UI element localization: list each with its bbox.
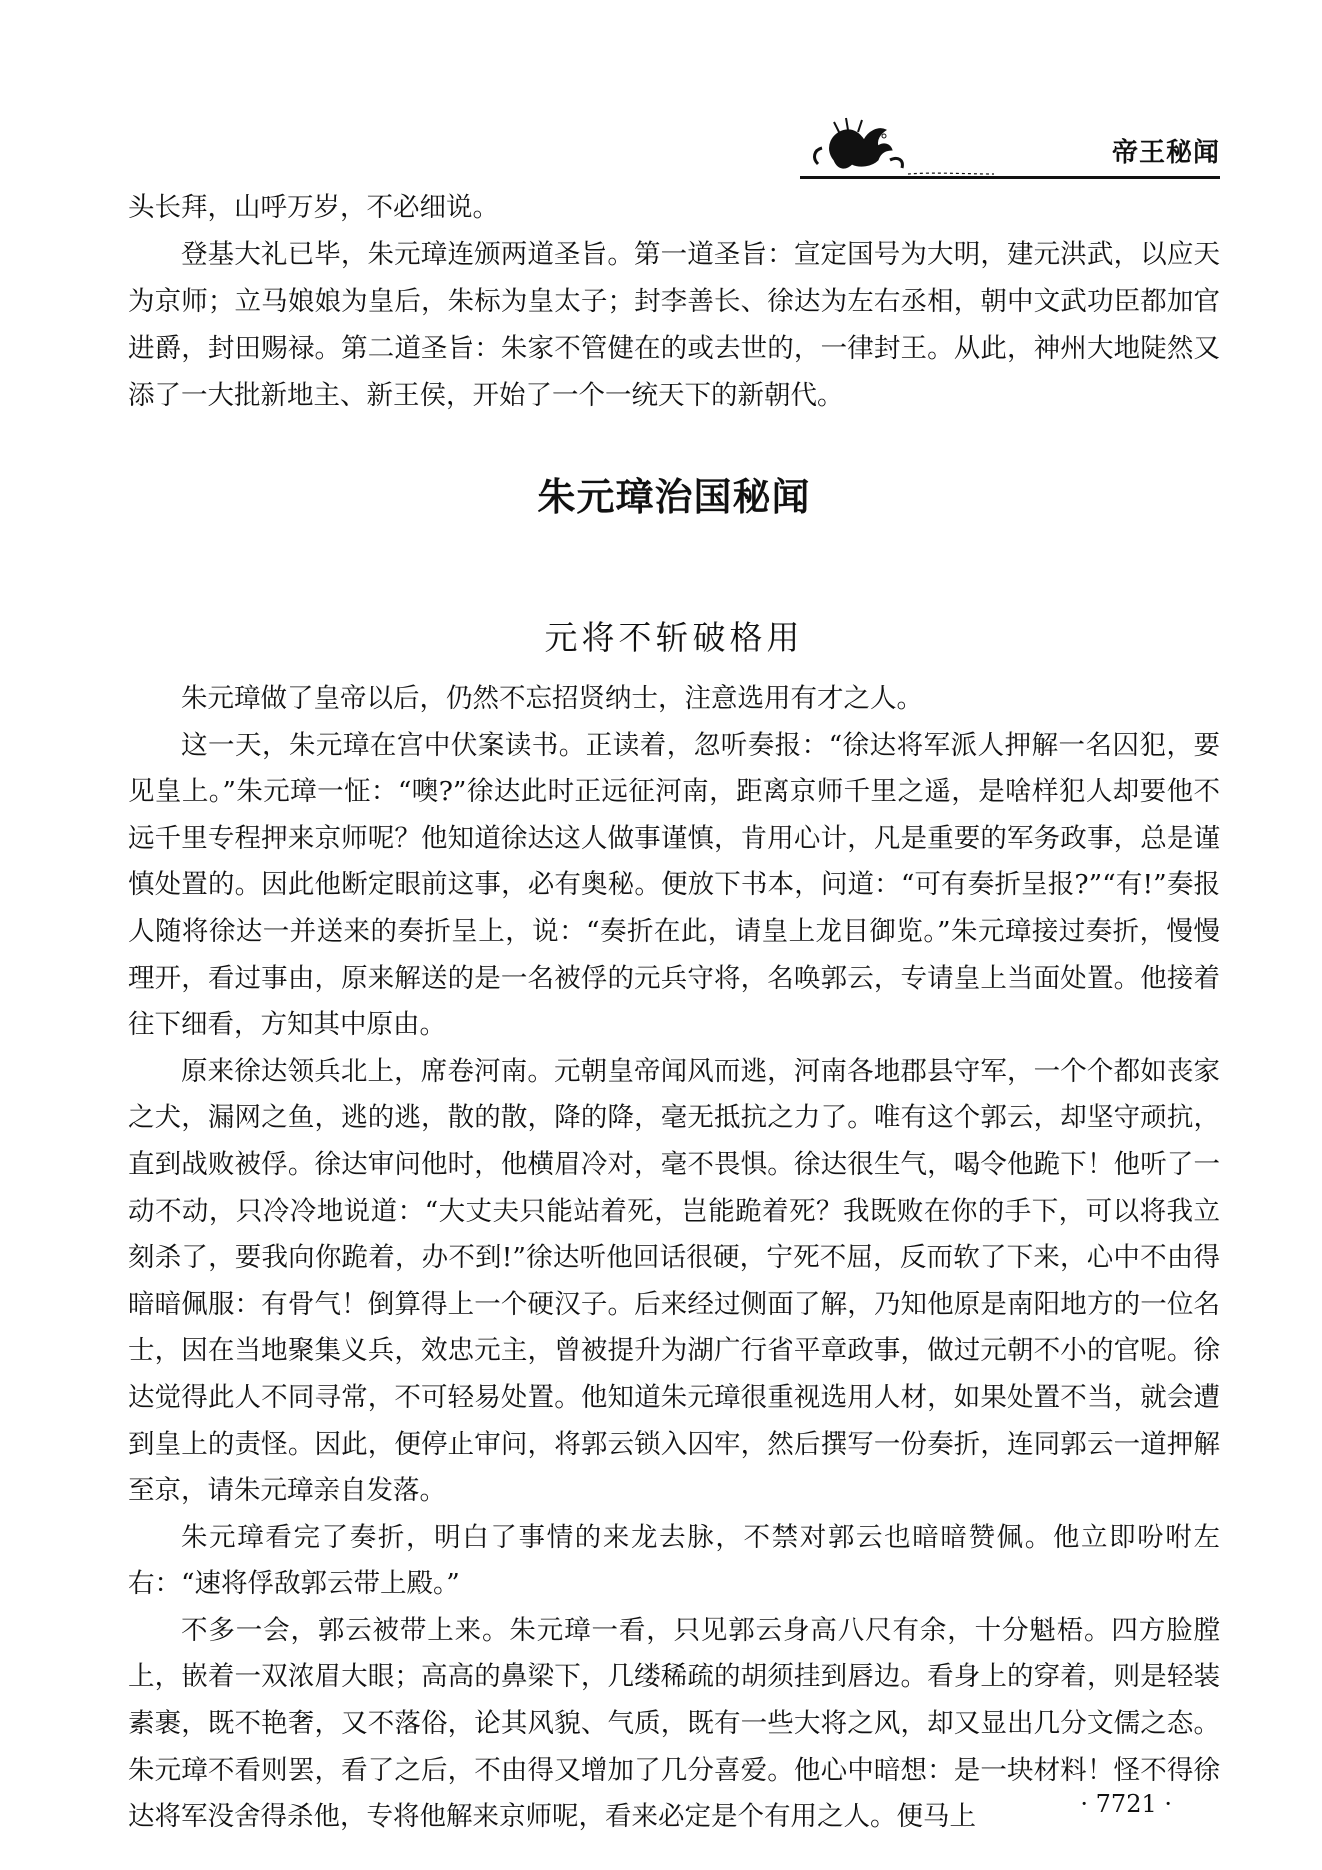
header-title: 帝王秘闻 xyxy=(1111,138,1220,168)
section-title: 朱元璋治国秘闻 xyxy=(537,475,811,519)
subsection-title: 元将不斩破格用 xyxy=(544,618,804,657)
running-header xyxy=(128,110,1220,188)
dragon-emblem-icon xyxy=(794,114,994,180)
page-number: · 7721 · xyxy=(1080,1790,1172,1818)
paragraph: 原来徐达领兵北上，席卷河南。元朝皇帝闻风而逃，河南各地郡县守军，一个个都如丧家之犬，漏网之鱼，逃的逃，散的散，降的降，毫无抵抗之力了。唯有这个郭云，却坚守顽抗，直到战败被俘。徐达审问他时，他横眉冷对，毫不畏惧。徐达很生气，喝令他跪下！他听了一动不动，只冷冷地说道：“大丈夫只能站着死，岂能跪着死？我既败在你的手下，可以将我立刻杀了，要我向你跪着，办不到!”徐达听他回话很硬，宁死不屈，反而软了下来，心中不由得暗暗佩服：有骨气！倒算得上一个硬汉子。后来经过侧面了解，乃知他原是南阳地方的一位名士，因在当地聚集义兵，效忠元主，曾被提升为湖广行省平章政事，做过元朝不小的官呢。徐达觉得此人不同寻常，不可轻易处置。他知道朱元璋很重视选用人材，如果处置不当，就会遭到皇上的责怪。因此，便停止审问，将郭云锁入囚牢，然后撰写一份奏折，连同郭云一道押解至京，请朱元璋亲自发落。 xyxy=(128,1055,1220,1507)
continued-text xyxy=(128,184,1220,419)
header-rule xyxy=(800,176,1220,179)
article-body xyxy=(128,676,1220,1841)
paragraph: 朱元璋做了皇帝以后，仍然不忘招贤纳士，注意选用有才之人。 xyxy=(181,683,923,714)
paragraph: 头长拜，山呼万岁，不必细说。 xyxy=(128,192,499,223)
paragraph: 登基大礼已毕，朱元璋连颁两道圣旨。第一道圣旨：宣定国号为大明，建元洪武，以应天为京师；立马娘娘为皇后，朱标为皇太子；封李善长、徐达为左右丞相，朝中文武功臣都加官进爵，封田赐禄。第二道圣旨：朱家不管健在的或去世的，一律封王。从此，神州大地陡然又添了一大批新地主、新王侯，开始了一个一统天下的新朝代。 xyxy=(128,239,1220,411)
paragraph: 朱元璋看完了奏折，明白了事情的来龙去脉，不禁对郭云也暗暗赞佩。他立即吩咐左右：“速将俘敌郭云带上殿。” xyxy=(128,1521,1220,1600)
paragraph: 这一天，朱元璋在宫中伏案读书。正读着，忽听奏报：“徐达将军派人押解一名囚犯，要见皇上。”朱元璋一怔：“噢?”徐达此时正远征河南，距离京师千里之遥，是啥样犯人却要他不远千里专程押来京师呢？他知道徐达这人做事谨慎，肯用心计，凡是重要的军务政事，总是谨慎处置的。因此他断定眼前这事，必有奥秘。便放下书本，问道：“可有奏折呈报?”“有!”奏报人随将徐达一并送来的奏折呈上，说：“奏折在此，请皇上龙目御览。”朱元璋接过奏折，慢慢理开，看过事由，原来解送的是一名被俘的元兵守将，名唤郭云，专请皇上当面处置。他接着往下细看，方知其中原由。 xyxy=(128,729,1220,1041)
paragraph: 不多一会，郭云被带上来。朱元璋一看，只见郭云身高八尺有余，十分魁梧。四方脸膛上，嵌着一双浓眉大眼；高高的鼻梁下，几缕稀疏的胡须挂到唇边。看身上的穿着，则是轻装素裹，既不艳奢，又不落俗，论其风貌、气质，既有一些大将之风，却又显出几分文儒之态。朱元璋不看则罢，看了之后，不由得又增加了几分喜爱。他心中暗想：是一块材料！怪不得徐达将军没舍得杀他，专将他解来京师呢，看来必定是个有用之人。便马上 xyxy=(128,1614,1220,1833)
